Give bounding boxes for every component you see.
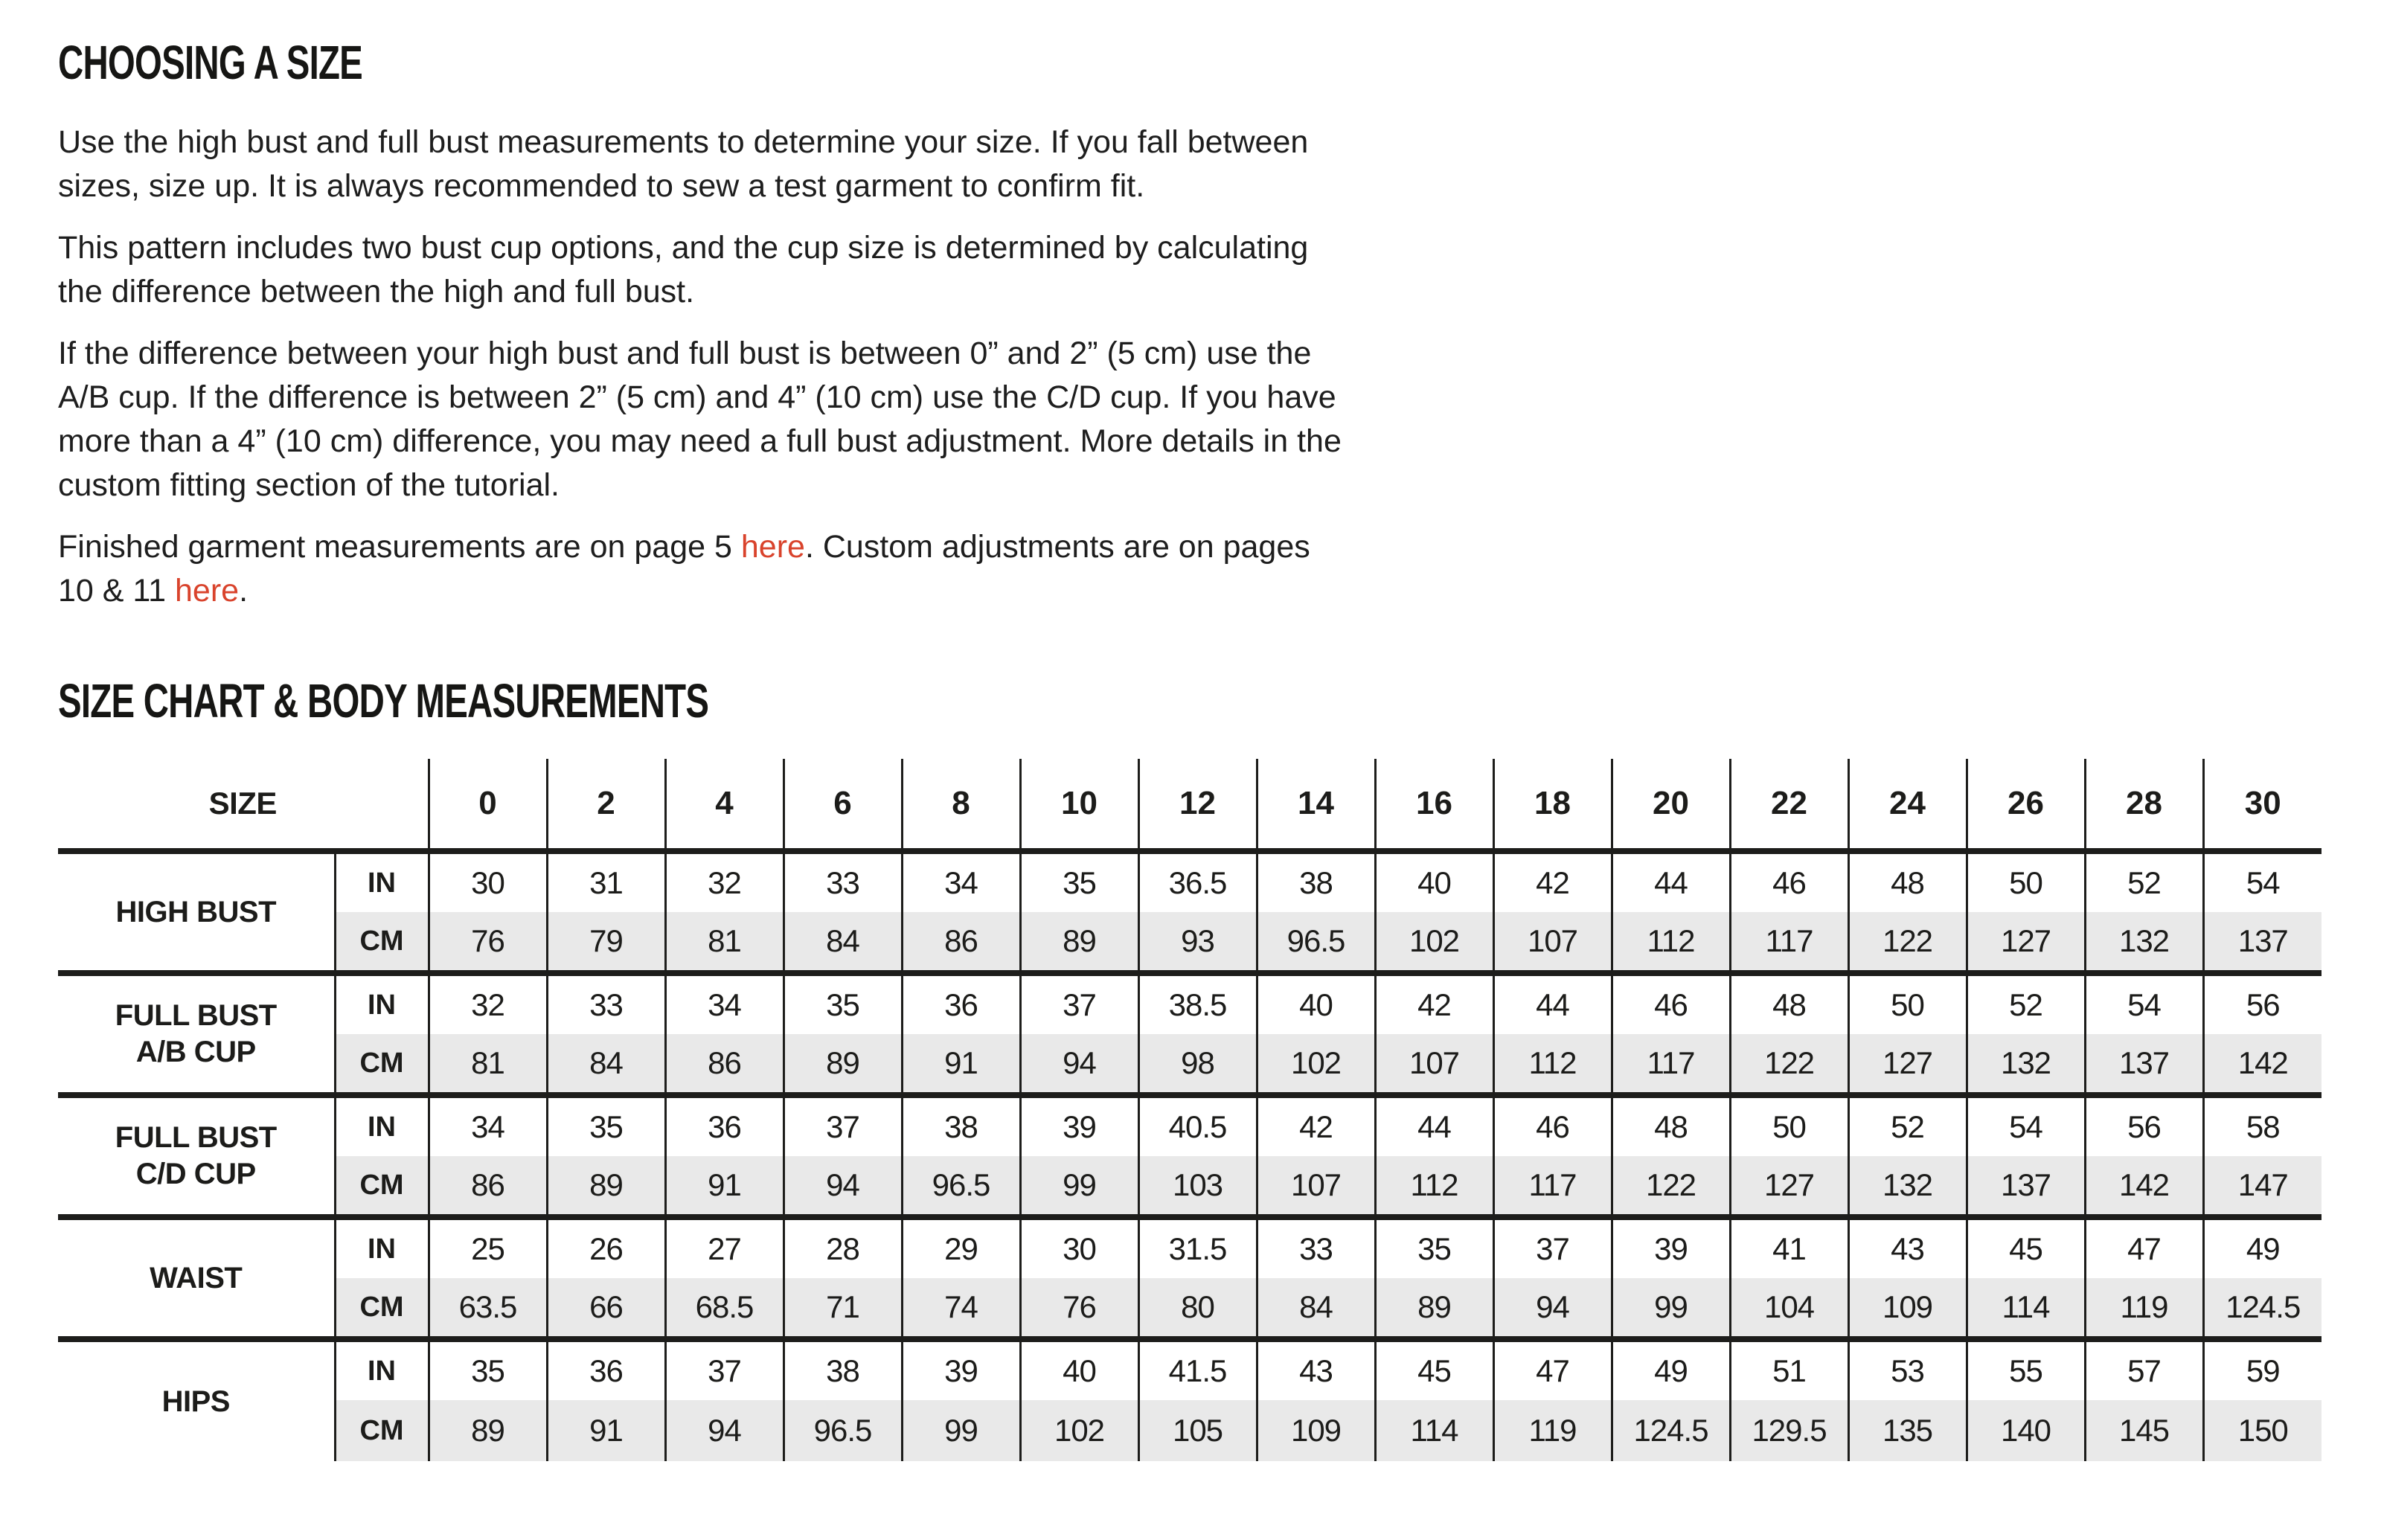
cell-full-bust-c-d-cup-cm-size-18: 117 [1493,1156,1612,1217]
cell-hips-in-size-6: 38 [784,1339,902,1400]
cell-hips-in-size-24: 53 [1848,1339,1967,1400]
cell-waist-cm-size-12: 80 [1138,1278,1257,1339]
cell-hips-cm-size-18: 119 [1493,1400,1612,1461]
size-column-header-10: 10 [1020,759,1138,851]
cell-hips-cm-size-22: 129.5 [1730,1400,1848,1461]
cell-waist-cm-size-4: 68.5 [665,1278,784,1339]
cell-hips-in-size-22: 51 [1730,1339,1848,1400]
cell-full-bust-c-d-cup-in-size-8: 38 [902,1095,1020,1156]
cell-high-bust-cm-size-4: 81 [665,912,784,973]
cell-hips-in-size-20: 49 [1612,1339,1730,1400]
cell-high-bust-in-size-30: 54 [2203,851,2321,912]
row-full-bust-c-d-cup-cm [58,1156,2321,1217]
cell-waist-in-size-20: 39 [1612,1217,1730,1278]
cell-waist-in-size-16: 35 [1375,1217,1493,1278]
cell-full-bust-a-b-cup-cm-size-2: 84 [547,1034,665,1095]
cell-full-bust-a-b-cup-cm-size-26: 132 [1967,1034,2085,1095]
cell-high-bust-cm-size-0: 76 [429,912,547,973]
cell-hips-in-size-4: 37 [665,1339,784,1400]
cell-waist-in-size-10: 30 [1020,1217,1138,1278]
cell-high-bust-cm-size-2: 79 [547,912,665,973]
cell-high-bust-cm-size-6: 84 [784,912,902,973]
cell-full-bust-c-d-cup-cm-size-14: 107 [1257,1156,1375,1217]
cell-full-bust-a-b-cup-cm-size-30: 142 [2203,1034,2321,1095]
cell-high-bust-in-size-26: 50 [1967,851,2085,912]
cell-waist-in-size-30: 49 [2203,1217,2321,1278]
cell-full-bust-c-d-cup-in-size-30: 58 [2203,1095,2321,1156]
cell-full-bust-a-b-cup-cm-size-12: 98 [1138,1034,1257,1095]
cell-waist-cm-size-6: 71 [784,1278,902,1339]
cell-hips-cm-size-2: 91 [547,1400,665,1461]
cup-options-line-1: This pattern includes two bust cup options, and the cup size is determined by calculating [58,230,1309,266]
row-label-full-bust-c-d-cup [58,1095,335,1217]
links-paragraph [58,525,2384,613]
cell-waist-cm-size-28: 119 [2085,1278,2203,1339]
cup-difference-paragraph [58,332,2384,507]
size-column-header-28: 28 [2085,759,2203,851]
intro-line-2: sizes, size up. It is always recommended to sew a test garment to confirm fit. [58,168,1145,204]
cell-high-bust-cm-size-28: 132 [2085,912,2203,973]
intro-line-1: Use the high bust and full bust measurements to determine your size. If you fall between [58,124,1309,160]
cell-full-bust-c-d-cup-cm-size-24: 132 [1848,1156,1967,1217]
cell-full-bust-c-d-cup-in-size-6: 37 [784,1095,902,1156]
cell-high-bust-cm-size-10: 89 [1020,912,1138,973]
size-chart-corner-label: SIZE [58,759,429,851]
cup-options-paragraph [58,226,2384,314]
finished-measurements-link[interactable]: here [740,529,805,565]
cell-full-bust-a-b-cup-cm-size-8: 91 [902,1034,1020,1095]
links-text-2: . Custom adjustments are on pages [804,529,1310,565]
cell-full-bust-c-d-cup-cm-size-6: 94 [784,1156,902,1217]
size-column-header-4: 4 [665,759,784,851]
cell-full-bust-c-d-cup-in-size-2: 35 [547,1095,665,1156]
row-hips-cm [58,1400,2321,1461]
cell-waist-cm-size-10: 76 [1020,1278,1138,1339]
cell-waist-in-size-6: 28 [784,1217,902,1278]
row-label-line: HIGH BUST [115,895,276,928]
cell-full-bust-a-b-cup-cm-size-14: 102 [1257,1034,1375,1095]
cell-full-bust-a-b-cup-in-size-28: 54 [2085,973,2203,1034]
cell-hips-cm-size-8: 99 [902,1400,1020,1461]
cell-full-bust-a-b-cup-in-size-14: 40 [1257,973,1375,1034]
cell-hips-cm-size-26: 140 [1967,1400,2085,1461]
unit-label-in: IN [335,973,429,1034]
cell-full-bust-c-d-cup-in-size-28: 56 [2085,1095,2203,1156]
cup-difference-line-3: more than a 4” (10 cm) difference, you may need a full bust adjustment. More details in the [58,423,1342,459]
cell-hips-cm-size-4: 94 [665,1400,784,1461]
cell-hips-cm-size-14: 109 [1257,1400,1375,1461]
cell-waist-cm-size-14: 84 [1257,1278,1375,1339]
cell-hips-cm-size-6: 96.5 [784,1400,902,1461]
row-waist-cm [58,1278,2321,1339]
unit-label-in: IN [335,1217,429,1278]
cell-waist-cm-size-22: 104 [1730,1278,1848,1339]
cell-high-bust-in-size-28: 52 [2085,851,2203,912]
cell-waist-cm-size-16: 89 [1375,1278,1493,1339]
cell-full-bust-c-d-cup-in-size-16: 44 [1375,1095,1493,1156]
heading-choosing-a-size [58,36,2384,89]
cell-full-bust-c-d-cup-cm-size-28: 142 [2085,1156,2203,1217]
cell-full-bust-a-b-cup-in-size-30: 56 [2203,973,2321,1034]
size-column-header-24: 24 [1848,759,1967,851]
cell-hips-in-size-28: 57 [2085,1339,2203,1400]
cell-high-bust-in-size-24: 48 [1848,851,1967,912]
cell-high-bust-cm-size-26: 127 [1967,912,2085,973]
cell-full-bust-a-b-cup-in-size-6: 35 [784,973,902,1034]
cell-full-bust-a-b-cup-in-size-12: 38.5 [1138,973,1257,1034]
cell-high-bust-in-size-4: 32 [665,851,784,912]
cell-full-bust-c-d-cup-in-size-22: 50 [1730,1095,1848,1156]
cell-high-bust-cm-size-14: 96.5 [1257,912,1375,973]
cell-hips-cm-size-0: 89 [429,1400,547,1461]
cell-waist-in-size-0: 25 [429,1217,547,1278]
cell-full-bust-c-d-cup-cm-size-22: 127 [1730,1156,1848,1217]
size-column-header-6: 6 [784,759,902,851]
cup-difference-line-4: custom fitting section of the tutorial. [58,467,560,503]
cell-high-bust-cm-size-12: 93 [1138,912,1257,973]
cell-hips-in-size-26: 55 [1967,1339,2085,1400]
cell-waist-cm-size-24: 109 [1848,1278,1967,1339]
size-column-header-14: 14 [1257,759,1375,851]
cell-full-bust-a-b-cup-in-size-20: 46 [1612,973,1730,1034]
unit-label-in: IN [335,1095,429,1156]
cell-full-bust-c-d-cup-cm-size-4: 91 [665,1156,784,1217]
cell-full-bust-a-b-cup-in-size-24: 50 [1848,973,1967,1034]
cell-full-bust-c-d-cup-in-size-0: 34 [429,1095,547,1156]
heading-size-chart-text: SIZE CHART & BODY MEASUREMENTS [58,674,709,728]
cell-full-bust-c-d-cup-cm-size-10: 99 [1020,1156,1138,1217]
cell-full-bust-c-d-cup-in-size-12: 40.5 [1138,1095,1257,1156]
cell-full-bust-a-b-cup-in-size-2: 33 [547,973,665,1034]
intro-paragraph [58,121,2384,208]
cell-full-bust-a-b-cup-cm-size-18: 112 [1493,1034,1612,1095]
size-column-header-8: 8 [902,759,1020,851]
cell-hips-in-size-12: 41.5 [1138,1339,1257,1400]
cell-high-bust-in-size-12: 36.5 [1138,851,1257,912]
cell-waist-in-size-18: 37 [1493,1217,1612,1278]
cell-high-bust-in-size-2: 31 [547,851,665,912]
row-high-bust-in [58,851,2321,912]
cell-full-bust-c-d-cup-cm-size-26: 137 [1967,1156,2085,1217]
cell-full-bust-c-d-cup-in-size-26: 54 [1967,1095,2085,1156]
cell-hips-in-size-18: 47 [1493,1339,1612,1400]
heading-choosing-a-size-text: CHOOSING A SIZE [58,36,363,89]
cell-full-bust-a-b-cup-in-size-4: 34 [665,973,784,1034]
cell-full-bust-c-d-cup-cm-size-12: 103 [1138,1156,1257,1217]
cell-high-bust-cm-size-20: 112 [1612,912,1730,973]
cell-high-bust-in-size-6: 33 [784,851,902,912]
cell-full-bust-a-b-cup-in-size-0: 32 [429,973,547,1034]
row-label-line: WAIST [150,1261,243,1294]
cell-hips-cm-size-10: 102 [1020,1400,1138,1461]
cell-full-bust-c-d-cup-in-size-18: 46 [1493,1095,1612,1156]
cell-hips-cm-size-30: 150 [2203,1400,2321,1461]
links-text-4: . [239,573,249,609]
cell-high-bust-cm-size-30: 137 [2203,912,2321,973]
cell-full-bust-c-d-cup-in-size-20: 48 [1612,1095,1730,1156]
row-waist-in [58,1217,2321,1278]
cell-hips-in-size-14: 43 [1257,1339,1375,1400]
row-label-line: A/B CUP [135,1036,256,1068]
cell-waist-cm-size-26: 114 [1967,1278,2085,1339]
cup-difference-line-1: If the difference between your high bust and full bust is between 0” and 2” (5 cm) use the [58,336,1312,371]
cell-high-bust-cm-size-22: 117 [1730,912,1848,973]
cell-waist-cm-size-30: 124.5 [2203,1278,2321,1339]
cell-high-bust-in-size-10: 35 [1020,851,1138,912]
cell-high-bust-in-size-20: 44 [1612,851,1730,912]
size-column-header-26: 26 [1967,759,2085,851]
unit-label-in: IN [335,851,429,912]
cell-high-bust-in-size-14: 38 [1257,851,1375,912]
row-high-bust-cm [58,912,2321,973]
row-label-full-bust-a-b-cup [58,973,335,1095]
cell-full-bust-a-b-cup-cm-size-0: 81 [429,1034,547,1095]
cell-high-bust-cm-size-16: 102 [1375,912,1493,973]
cell-hips-in-size-2: 36 [547,1339,665,1400]
size-column-header-2: 2 [547,759,665,851]
cell-full-bust-c-d-cup-in-size-10: 39 [1020,1095,1138,1156]
unit-label-cm: CM [335,1278,429,1339]
size-column-header-20: 20 [1612,759,1730,851]
cell-full-bust-a-b-cup-cm-size-22: 122 [1730,1034,1848,1095]
cell-waist-in-size-2: 26 [547,1217,665,1278]
row-full-bust-a-b-cup-cm [58,1034,2321,1095]
cell-waist-in-size-14: 33 [1257,1217,1375,1278]
cup-difference-line-2: A/B cup. If the difference is between 2” (5 cm) and 4” (10 cm) use the C/D cup. If you have [58,379,1336,415]
unit-label-cm: CM [335,912,429,973]
size-chart-header-row [58,759,2321,851]
links-text-3: 10 & 11 [58,573,175,609]
cell-full-bust-a-b-cup-cm-size-28: 137 [2085,1034,2203,1095]
size-column-header-16: 16 [1375,759,1493,851]
unit-label-cm: CM [335,1400,429,1461]
cell-waist-in-size-24: 43 [1848,1217,1967,1278]
cell-full-bust-c-d-cup-cm-size-16: 112 [1375,1156,1493,1217]
cell-waist-cm-size-2: 66 [547,1278,665,1339]
row-label-high-bust [58,851,335,973]
cell-full-bust-c-d-cup-cm-size-2: 89 [547,1156,665,1217]
cell-hips-in-size-10: 40 [1020,1339,1138,1400]
unit-label-cm: CM [335,1156,429,1217]
cell-full-bust-a-b-cup-cm-size-4: 86 [665,1034,784,1095]
row-label-line: FULL BUST [115,1121,277,1155]
cell-waist-in-size-12: 31.5 [1138,1217,1257,1278]
cell-high-bust-in-size-18: 42 [1493,851,1612,912]
cell-full-bust-a-b-cup-in-size-10: 37 [1020,973,1138,1034]
cell-full-bust-a-b-cup-in-size-26: 52 [1967,973,2085,1034]
cell-waist-in-size-4: 27 [665,1217,784,1278]
row-label-hips [58,1339,335,1461]
cell-waist-cm-size-0: 63.5 [429,1278,547,1339]
cell-full-bust-c-d-cup-cm-size-0: 86 [429,1156,547,1217]
size-chart-table [58,759,2321,1461]
cell-high-bust-in-size-0: 30 [429,851,547,912]
cell-high-bust-cm-size-8: 86 [902,912,1020,973]
cell-hips-cm-size-24: 135 [1848,1400,1967,1461]
cell-hips-cm-size-16: 114 [1375,1400,1493,1461]
row-label-line: C/D CUP [135,1158,256,1190]
cell-full-bust-c-d-cup-cm-size-30: 147 [2203,1156,2321,1217]
cell-waist-cm-size-8: 74 [902,1278,1020,1339]
cell-full-bust-a-b-cup-cm-size-16: 107 [1375,1034,1493,1095]
cell-waist-cm-size-20: 99 [1612,1278,1730,1339]
cell-full-bust-a-b-cup-in-size-22: 48 [1730,973,1848,1034]
cell-full-bust-a-b-cup-in-size-16: 42 [1375,973,1493,1034]
size-column-header-12: 12 [1138,759,1257,851]
cell-full-bust-c-d-cup-in-size-4: 36 [665,1095,784,1156]
cell-full-bust-c-d-cup-in-size-14: 42 [1257,1095,1375,1156]
cell-hips-in-size-0: 35 [429,1339,547,1400]
cell-waist-in-size-22: 41 [1730,1217,1848,1278]
unit-label-cm: CM [335,1034,429,1095]
unit-label-in: IN [335,1339,429,1400]
cup-options-line-2: the difference between the high and full bust. [58,274,695,309]
cell-full-bust-c-d-cup-cm-size-8: 96.5 [902,1156,1020,1217]
cell-hips-cm-size-28: 145 [2085,1400,2203,1461]
size-column-header-18: 18 [1493,759,1612,851]
cell-hips-in-size-16: 45 [1375,1339,1493,1400]
size-column-header-0: 0 [429,759,547,851]
cell-hips-in-size-30: 59 [2203,1339,2321,1400]
cell-high-bust-in-size-16: 40 [1375,851,1493,912]
row-hips-in [58,1339,2321,1400]
cell-full-bust-a-b-cup-in-size-18: 44 [1493,973,1612,1034]
cell-hips-cm-size-20: 124.5 [1612,1400,1730,1461]
cell-waist-in-size-28: 47 [2085,1217,2203,1278]
cell-full-bust-a-b-cup-cm-size-20: 117 [1612,1034,1730,1095]
size-column-header-22: 22 [1730,759,1848,851]
row-full-bust-a-b-cup-in [58,973,2321,1034]
custom-adjustments-link[interactable]: here [175,573,240,609]
cell-full-bust-a-b-cup-cm-size-10: 94 [1020,1034,1138,1095]
cell-waist-in-size-26: 45 [1967,1217,2085,1278]
cell-full-bust-c-d-cup-cm-size-20: 122 [1612,1156,1730,1217]
cell-high-bust-cm-size-24: 122 [1848,912,1967,973]
size-column-header-30: 30 [2203,759,2321,851]
row-label-line: HIPS [161,1385,230,1418]
cell-high-bust-in-size-22: 46 [1730,851,1848,912]
cell-high-bust-in-size-8: 34 [902,851,1020,912]
row-label-waist [58,1217,335,1339]
cell-full-bust-a-b-cup-in-size-8: 36 [902,973,1020,1034]
row-label-line: FULL BUST [115,999,277,1033]
cell-waist-in-size-8: 29 [902,1217,1020,1278]
cell-hips-cm-size-12: 105 [1138,1400,1257,1461]
cell-full-bust-c-d-cup-in-size-24: 52 [1848,1095,1967,1156]
cell-waist-cm-size-18: 94 [1493,1278,1612,1339]
cell-full-bust-a-b-cup-cm-size-24: 127 [1848,1034,1967,1095]
cell-hips-in-size-8: 39 [902,1339,1020,1400]
cell-full-bust-a-b-cup-cm-size-6: 89 [784,1034,902,1095]
heading-size-chart [58,674,2384,728]
cell-high-bust-cm-size-18: 107 [1493,912,1612,973]
row-full-bust-c-d-cup-in [58,1095,2321,1156]
links-text-1: Finished garment measurements are on page 5 [58,529,741,565]
